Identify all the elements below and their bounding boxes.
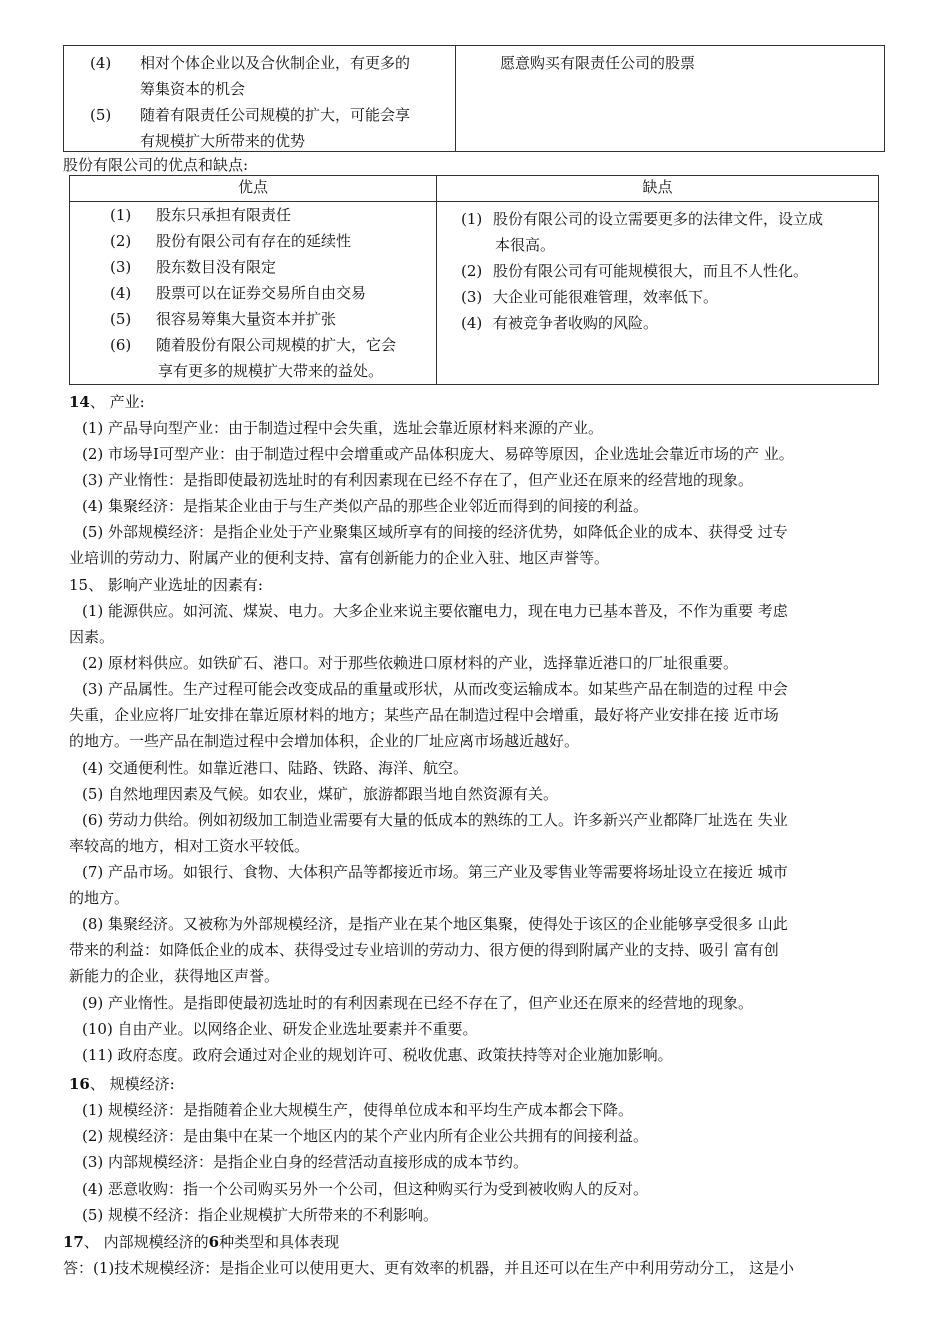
pro-text: 享有更多的规模扩大带来的益处。 — [158, 362, 384, 380]
limited-company-table — [63, 45, 885, 152]
s15-line: (11) 政府态度。政府会通过对企业的规划许可、税收优惠、政策扶持等对企业施加影响。 — [82, 1046, 673, 1064]
pro-text: 股份有限公司有存在的延续性 — [156, 232, 352, 250]
s14-line: (5) 外部规模经济：是指企业处于产业聚集区域所享有的间接的经济优势，如降低企业的成本、获得受 过专 — [82, 523, 788, 541]
con-text: 大企业可能很难管理，效率低下。 — [493, 288, 719, 306]
s15-line: 失重，企业应将厂址安排在靠近原材料的地方；某些产品在制造过程中会增重，最好将产业安排在接 近市场 — [69, 706, 779, 724]
section-title: 、 规模经济: — [89, 1075, 175, 1093]
s16-line: (1) 规模经济：是指随着企业大规模生产，使得单位成本和平均生产成本都会下降。 — [82, 1101, 634, 1119]
gufen-caption: 股份有限公司的优点和缺点: — [63, 156, 249, 174]
s15-line: 的地方。一些产品在制造过程中会增加体积，企业的厂址应离市场越近越好。 — [69, 732, 580, 750]
con-num: (4) — [461, 314, 483, 332]
s16-line: (3) 内部规模经济：是指企业白身的经营活动直接形成的成本节约。 — [82, 1153, 529, 1171]
s14-line: (4) 集聚经济：是指某企业由于与生产类似产品的那些企业邻近而得到的间接的利益。 — [82, 497, 649, 515]
s17-answer: 答：(1)技术规模经济：是指企业可以使用更大、更有效率的机器，并且还可以在生产中利用劳动分工， 这是小 — [63, 1259, 795, 1277]
pro-text: 随着股份有限公司规模的扩大，它会 — [156, 336, 397, 354]
s15-line: (5) 自然地理因素及气候。如农业，煤矿，旅游都跟当地自然资源有关。 — [82, 785, 559, 803]
section-16-heading — [69, 1071, 175, 1097]
s15-line: 的地方。 — [69, 889, 130, 907]
section-15-heading: 15、 影响产业选址的因素有: — [69, 576, 263, 594]
s16-line: (5) 规模不经济：指企业规模扩大所带来的不利影响。 — [82, 1206, 439, 1224]
s16-line: (2) 规模经济：是由集中在某一个地区内的某个产业内所有企业公共拥有的间接利益。 — [82, 1127, 649, 1145]
s15-line: (7) 产品市场。如银行、食物、大体积产品等都接近市场。第三产业及零售业等需要将场址设立在接近 城市 — [82, 863, 788, 881]
pro-text: 很容易筹集大量资本并扩张 — [156, 310, 337, 328]
pro-num: (3) — [110, 258, 132, 276]
pros-cell — [70, 202, 437, 385]
con-num: (3) — [461, 288, 483, 306]
s15-line: (4) 交通便利性。如靠近港口、陆路、铁路、海洋、航空。 — [82, 759, 469, 777]
gufen-pros-cons-table — [69, 175, 879, 385]
s14-line: (2) 市场导Ⅰ可型产业：由于制造过程中会增重或产品体积庞大、易碎等原因，企业选址会靠近市场的产 业。 — [82, 445, 794, 463]
right-cell — [456, 46, 885, 152]
section-17-heading — [63, 1229, 339, 1255]
s15-line: 率较高的地方，相对工资水平较低。 — [69, 837, 310, 855]
section-title-pre: 、 内部规模经济的 — [83, 1233, 209, 1251]
section-14-heading — [69, 389, 145, 415]
item-text: 随着有限责任公司规模的扩大，可能会享 — [140, 106, 411, 124]
pro-text: 股票可以在证券交易所自由交易 — [156, 284, 367, 302]
pro-num: (2) — [110, 232, 132, 250]
con-text: 有被竞争者收购的风险。 — [493, 314, 659, 332]
s15-line: (6) 劳动力供给。例如初级加工制造业需要有大量的低成本的熟练的工人。许多新兴产业都降厂址选在 失业 — [82, 811, 788, 829]
cons-header: 缺点 — [437, 176, 879, 202]
item-text: 有规模扩大所带来的优势 — [140, 132, 306, 150]
cell-text: 愿意购买有限责任公司的股票 — [500, 54, 696, 72]
section-title-post: 种类型和具体表现 — [219, 1233, 340, 1251]
s15-line: (1) 能源供应。如河流、煤炭、电力。大多企业来说主要依寵电力，现在电力已基本普及，不作为重要 考虑 — [82, 602, 788, 620]
s15-line: (9) 产业惰性。是指即使最初选址时的有利因素现在已经不存在了，但产业还在原来的经营地的现象。 — [82, 994, 754, 1012]
pro-num: (6) — [110, 336, 132, 354]
s15-line: (10) 自由产业。以网络企业、研发企业选址要素并不重要。 — [82, 1020, 478, 1038]
pros-header: 优点 — [70, 176, 437, 202]
section-title-bold: 6 — [208, 1233, 220, 1251]
cons-cell — [437, 202, 879, 385]
item-text: 相对个体企业以及合伙制企业，有更多的 — [140, 54, 411, 72]
s16-line: (4) 恶意收购：指一个公司购买另外一个公司，但这种购买行为受到被收购人的反对。 — [82, 1180, 649, 1198]
section-number: 14 — [69, 393, 90, 411]
s15-line: (3) 产品属性。生产过程可能会改变成品的重量或形状，从而改变运输成本。如某些产品在制造的过程 中会 — [82, 680, 788, 698]
con-text: 股份有限公司的设立需要更多的法律文件，设立成 — [493, 210, 824, 228]
section-number: 16 — [69, 1075, 90, 1093]
item-num: (5) — [90, 106, 112, 124]
s14-line: 业培训的劳动力、附属产业的便利支持、富有创新能力的企业入驻、地区声誉等。 — [69, 549, 610, 567]
s15-line: 因素。 — [69, 628, 115, 646]
con-text: 股份有限公司有可能规模很大，而且不人性化。 — [493, 262, 809, 280]
con-num: (2) — [461, 262, 483, 280]
item-text: 筹集资本的机会 — [140, 80, 246, 98]
s14-line: (1) 产品导向型产业：由于制造过程中会失重，选址会靠近原材料来源的产业。 — [82, 419, 604, 437]
pro-text: 股东数目没有限定 — [156, 258, 277, 276]
s15-line: 带来的利益：如降低企业的成本、获得受过专业培训的劳动力、很方便的得到附属产业的支持、吸引 富有创 — [69, 941, 779, 959]
s15-line: (8) 集聚经济。又被称为外部规模经济，是指产业在某个地区集聚，使得处于该区的企业能够享受很多 山此 — [82, 915, 788, 933]
con-num: (1) — [461, 210, 483, 228]
pro-num: (4) — [110, 284, 132, 302]
s15-line: 新能力的企业，获得地区声誉。 — [69, 967, 280, 985]
pro-text: 股东只承担有限责任 — [156, 206, 292, 224]
pro-num: (1) — [110, 206, 132, 224]
con-text: 本很高。 — [495, 236, 556, 254]
left-cell — [64, 46, 456, 152]
item-num: (4) — [90, 54, 112, 72]
pro-num: (5) — [110, 310, 132, 328]
section-number: 17 — [63, 1233, 84, 1251]
s15-line: (2) 原材料供应。如铁矿石、港口。对于那些依赖进口原材料的产业，选择靠近港口的厂址很重要。 — [82, 654, 739, 672]
s14-line: (3) 产业惰性：是指即使最初选址时的有利因素现在已经不存在了，但产业还在原来的经营地的现象。 — [82, 471, 754, 489]
section-title: 、 产业: — [89, 393, 145, 411]
